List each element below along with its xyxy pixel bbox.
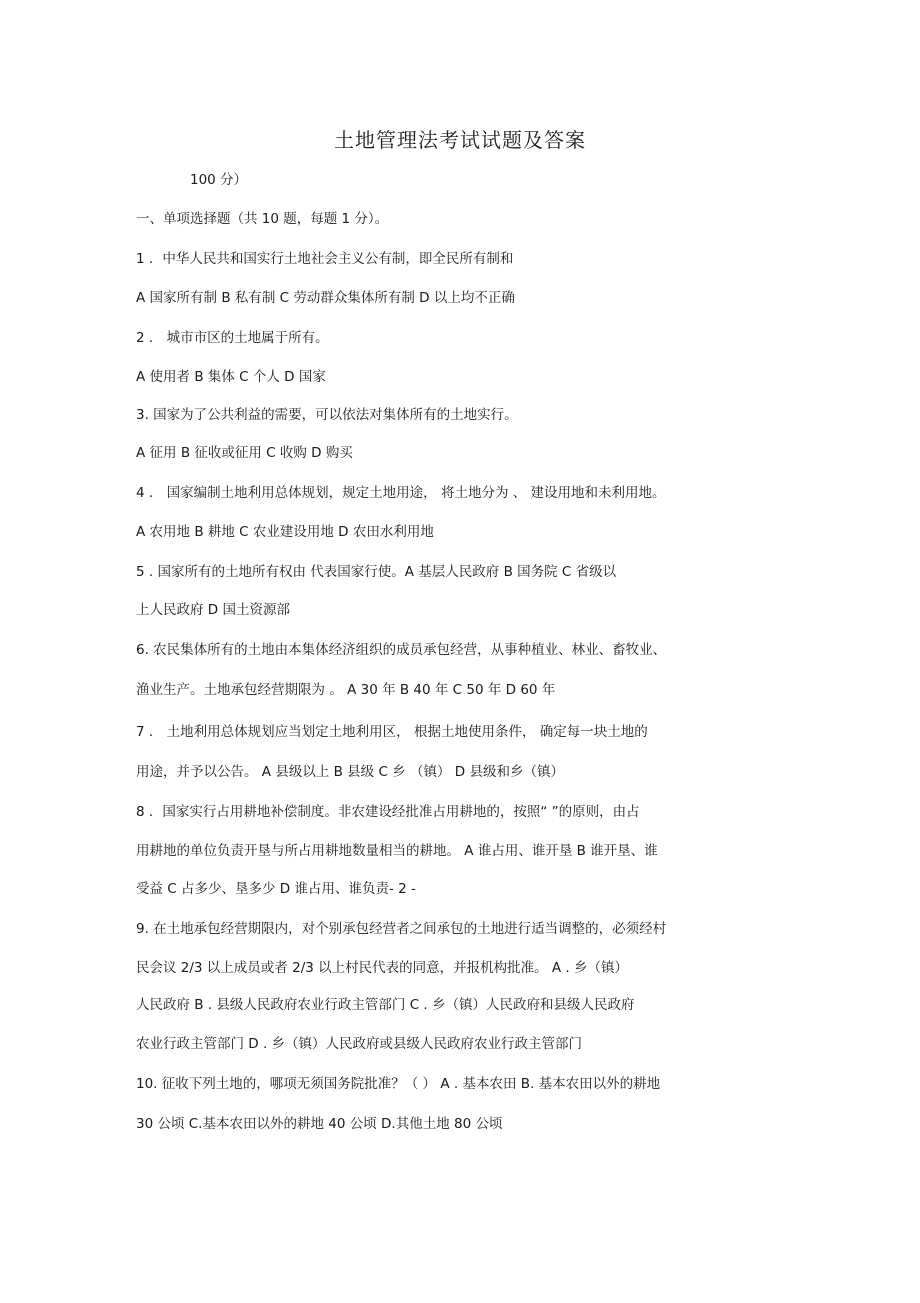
- question-line: 3. 国家为了公共利益的需要，可以依法对集体所有的土地实行。: [136, 407, 518, 423]
- question-line: 人民政府 B . 县级人民政府农业行政主管部门 C . 乡（镇）人民政府和县级人民政府: [136, 997, 635, 1013]
- question-line: 用途，并予以公告。 A 县级以上 B 县级 C 乡 （镇） D 县级和乡（镇）: [136, 764, 564, 780]
- question-line: 民会议 2/3 以上成员或者 2/3 以上村民代表的同意，并报机构批准。 A . 乡（镇）: [136, 960, 629, 976]
- document-title: 土地管理法考试试题及答案: [334, 128, 586, 152]
- question-line: 4 ． 国家编制土地利用总体规划，规定土地用途， 将土地分为 、 建设用地和未利用地。: [136, 485, 666, 501]
- question-line: 5 . 国家所有的土地所有权由 代表国家行使。A 基层人民政府 B 国务院 C 省级以: [136, 564, 617, 580]
- question-line: A 农用地 B 耕地 C 农业建设用地 D 农田水利用地: [136, 524, 434, 540]
- question-line: A 使用者 B 集体 C 个人 D 国家: [136, 369, 326, 385]
- question-line: 受益 C 占多少、垦多少 D 谁占用、谁负责- 2 -: [136, 881, 416, 897]
- question-line: A 国家所有制 B 私有制 C 劳动群众集体所有制 D 以上均不正确: [136, 290, 515, 306]
- question-line: 9. 在土地承包经营期限内，对个别承包经营者之间承包的土地进行适当调整的，必须经村: [136, 921, 667, 937]
- question-line: 7 ． 土地利用总体规划应当划定土地利用区， 根据土地使用条件， 确定每一块土地的: [136, 724, 648, 740]
- question-line: 1 ．中华人民共和国实行土地社会主义公有制，即全民所有制和: [136, 251, 514, 267]
- section-heading: 一、单项选择题（共 10 题，每题 1 分）。: [136, 211, 389, 227]
- question-line: 农业行政主管部门 D . 乡（镇）人民政府或县级人民政府农业行政主管部门: [136, 1036, 583, 1052]
- question-line: 6. 农民集体所有的土地由本集体经济组织的成员承包经营，从事种植业、林业、畜牧业、: [136, 642, 667, 658]
- question-line: 30 公顷 C.基本农田以外的耕地 40 公顷 D.其他土地 80 公顷: [136, 1116, 503, 1132]
- question-line: 用耕地的单位负责开垦与所占用耕地数量相当的耕地。 A 谁占用、谁开垦 B 谁开垦、谁: [136, 843, 658, 859]
- question-line: 渔业生产。土地承包经营期限为 。 A 30 年 B 40 年 C 50 年 D 60 年: [136, 682, 556, 698]
- question-line: 2 ． 城市市区的土地属于所有。: [136, 330, 329, 346]
- question-line: 上人民政府 D 国土资源部: [136, 602, 290, 618]
- score-note: 100 分）: [190, 172, 248, 188]
- question-line: 8 ．国家实行占用耕地补偿制度。非农建设经批准占用耕地的，按照“ ”的原则，由占: [136, 804, 640, 820]
- question-line: 10. 征收下列土地的，哪项无须国务院批准？（ ） A . 基本农田 B. 基本农田以外的耕地: [136, 1076, 661, 1092]
- question-line: A 征用 B 征收或征用 C 收购 D 购买: [136, 445, 353, 461]
